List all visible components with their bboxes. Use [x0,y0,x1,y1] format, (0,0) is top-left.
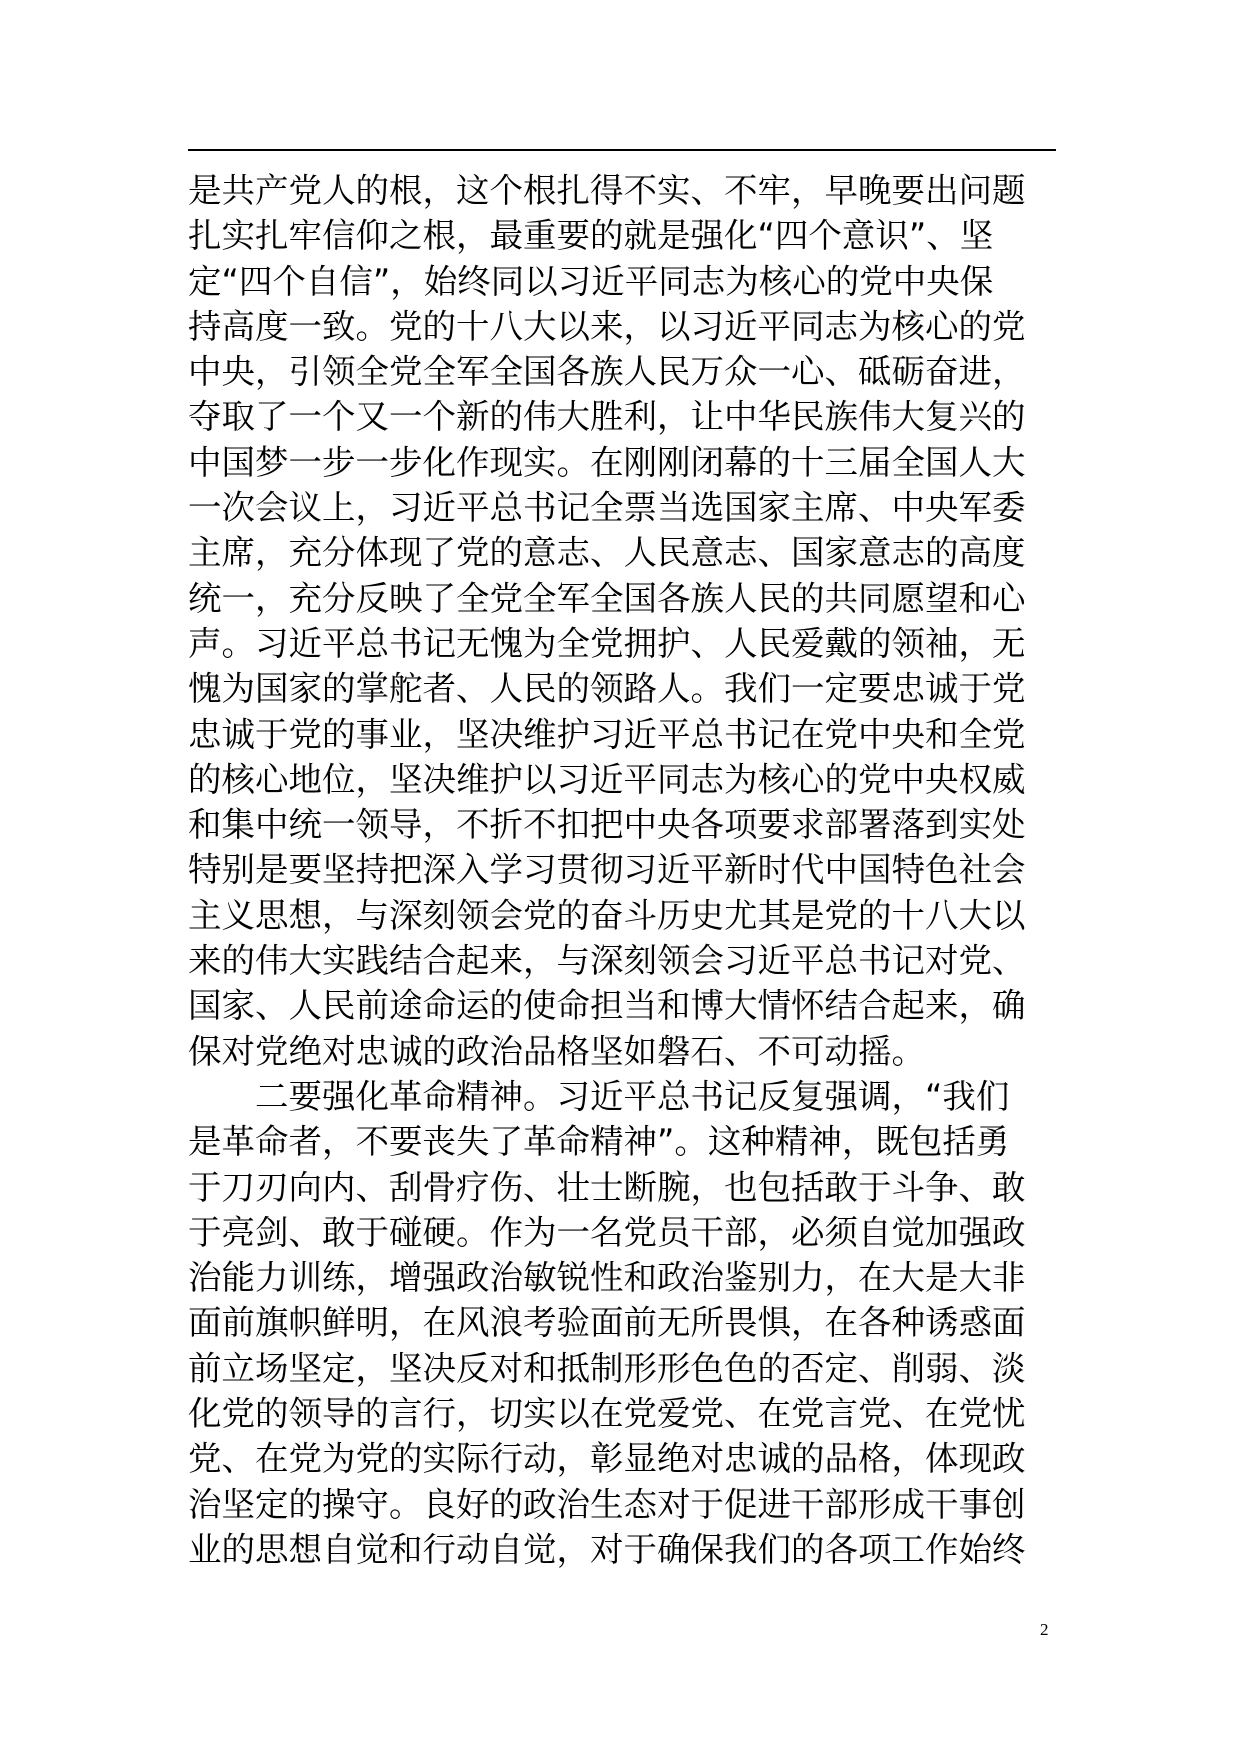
text-line: 统一，充分反映了全党全军全国各族人民的共同愿望和心 [188,578,1026,618]
text-line: 主席，充分体现了党的意志、人民意志、国家意志的高度 [188,533,1026,573]
text-line: 前立场坚定，坚决反对和抵制形形色色的否定、削弱、淡 [188,1348,1026,1388]
body-text [188,168,1056,1572]
text-line: 一次会议上，习近平总书记全票当选国家主席、中央军委 [188,488,1026,528]
text-line: 治坚定的操守。良好的政治生态对于促进干部形成干事创 [188,1484,1026,1524]
text-line: 中央，引领全党全军全国各族人民万众一心、砥砺奋进， [188,352,1026,392]
page-number: 2 [1040,1620,1049,1639]
text-line: 夺取了一个又一个新的伟大胜利，让中华民族伟大复兴的 [188,397,1026,437]
text-line: 国家、人民前途命运的使命担当和博大情怀结合起来，确 [188,986,1026,1026]
text-line: 业的思想自觉和行动自觉，对于确保我们的各项工作始终 [188,1529,1026,1569]
text-line: 治能力训练，增强政治敏锐性和政治鉴别力，在大是大非 [188,1258,1026,1298]
text-line: 忠诚于党的事业，坚决维护习近平总书记在党中央和全党 [188,714,1026,754]
text-line: 来的伟大实践结合起来，与深刻领会习近平总书记对党、 [188,941,1026,981]
text-line: 于亮剑、敢于碰硬。作为一名党员干部，必须自觉加强政 [188,1212,1026,1252]
text-line: 特别是要坚持把深入学习贯彻习近平新时代中国特色社会 [188,850,1026,890]
text-line: 和集中统一领导，不折不扣把中央各项要求部署落到实处 [188,805,1026,845]
text-line: 持高度一致。党的十八大以来，以习近平同志为核心的党 [188,306,1026,346]
paragraph-start-line: 二要强化革命精神。习近平总书记反复强调，“我们 [255,1076,1010,1116]
text-line: 是革命者，不要丧失了革命精神”。这种精神，既包括勇 [188,1122,1010,1162]
text-line: 于刀刃向内、刮骨疗伤、壮士断腕，也包括敢于斗争、敢 [188,1167,1026,1207]
text-line: 中国梦一步一步化作现实。在刚刚闭幕的十三届全国人大 [188,442,1026,482]
text-line: 是共产党人的根，这个根扎得不实、不牢，早晚要出问题 [188,171,1026,210]
text-line: 面前旗帜鲜明，在风浪考验面前无所畏惧，在各种诱惑面 [188,1303,1026,1343]
text-line: 的核心地位，坚决维护以习近平同志为核心的党中央权威 [188,759,1026,799]
text-line: 定“四个自信”，始终同以习近平同志为核心的党中央保 [188,261,994,301]
text-line: 主义思想，与深刻领会党的奋斗历史尤其是党的十八大以 [188,895,1026,935]
text-line: 扎实扎牢信仰之根，最重要的就是强化“四个意识”、坚 [188,216,994,256]
text-line: 保对党绝对忠诚的政治品格坚如磐石、不可动摇。 [188,1031,925,1071]
text-line: 愧为国家的掌舵者、人民的领路人。我们一定要忠诚于党 [188,669,1026,709]
text-line: 党、在党为党的实际行动，彰显绝对忠诚的品格，体现政 [188,1439,1026,1479]
text-line: 声。习近平总书记无愧为全党拥护、人民爱戴的领袖，无 [188,623,1026,663]
header-rule [188,149,1056,151]
text-line: 化党的领导的言行，切实以在党爱党、在党言党、在党忧 [188,1394,1026,1434]
